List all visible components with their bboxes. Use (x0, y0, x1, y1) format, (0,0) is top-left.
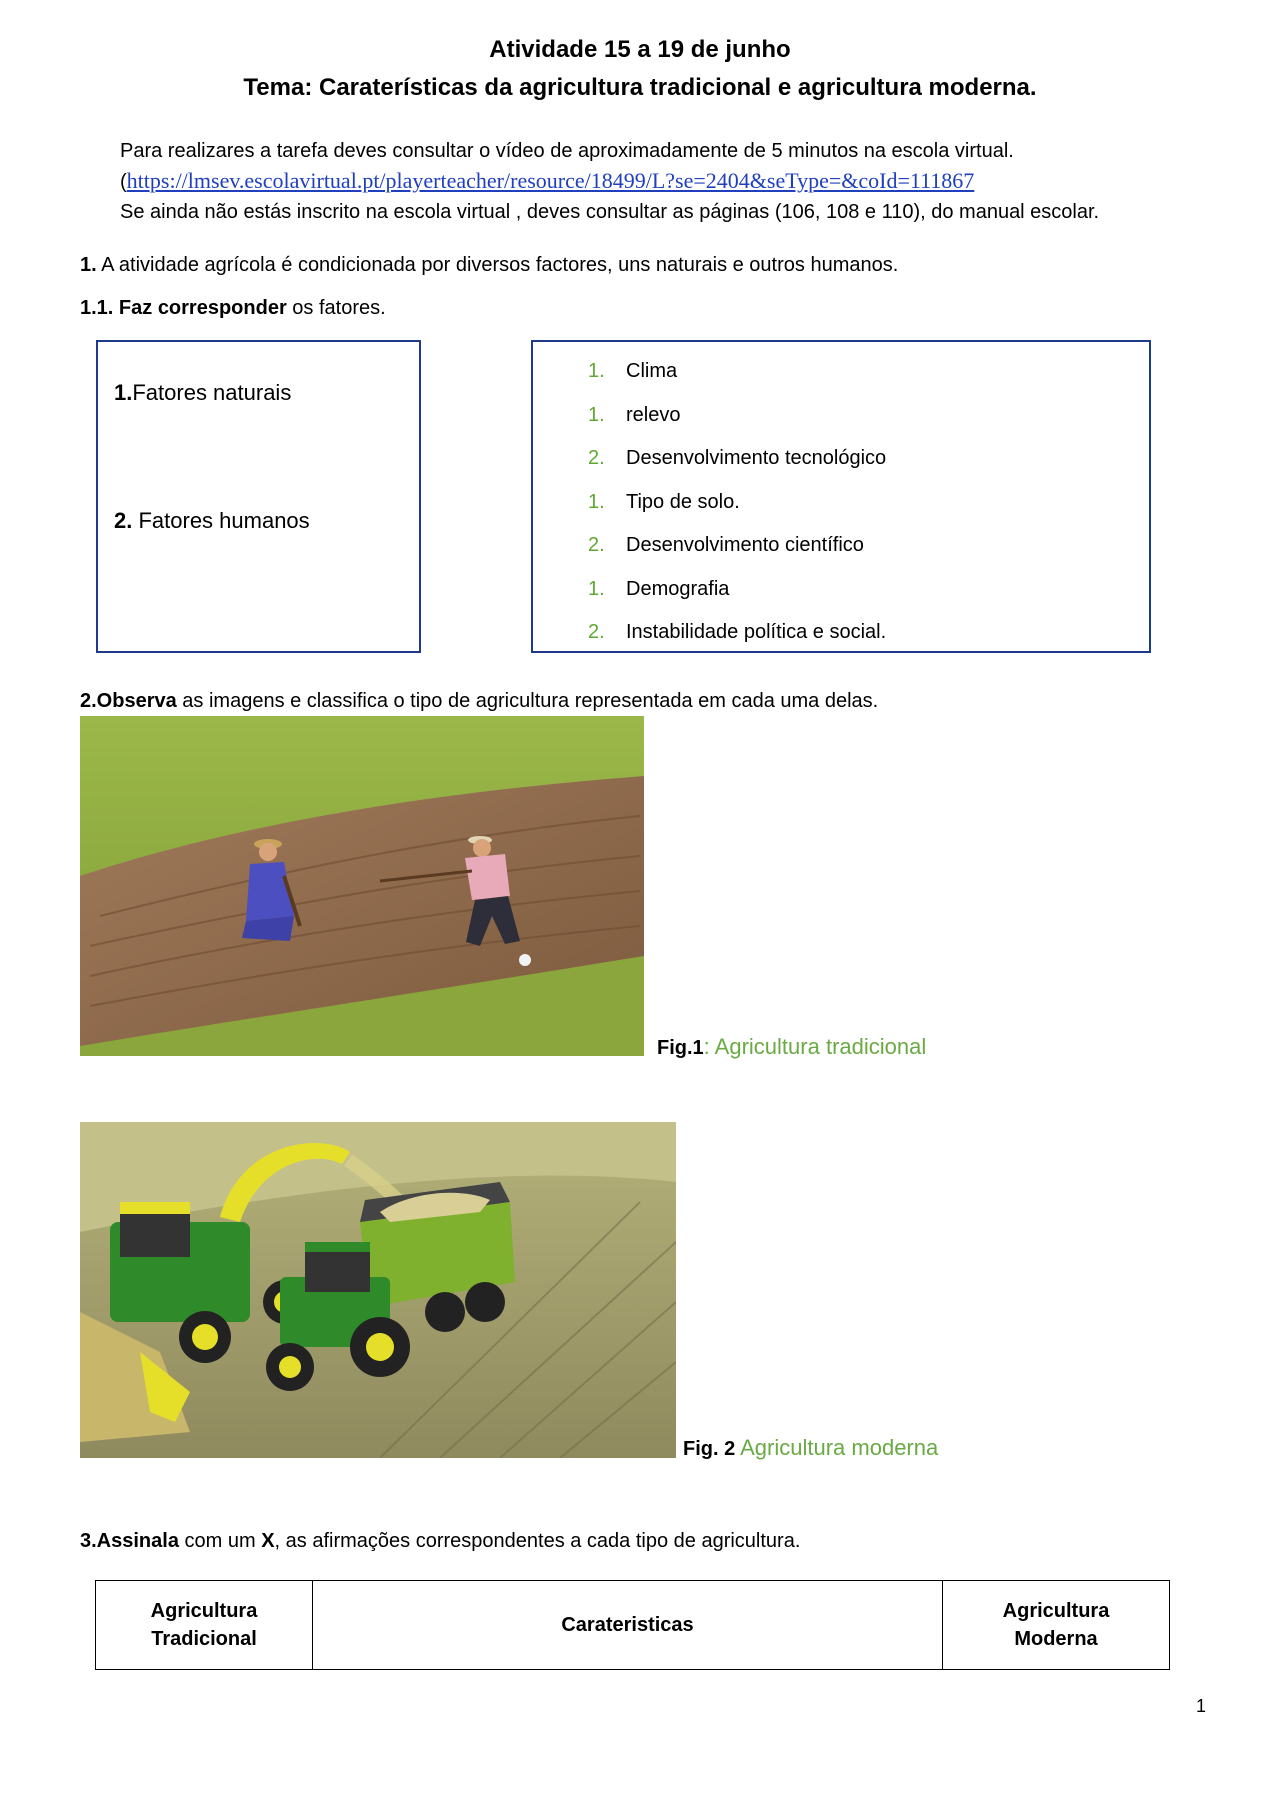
list-item-number: 1. (588, 490, 605, 513)
list-item (588, 481, 886, 525)
list-item (588, 524, 886, 568)
list-item-number: 2. (588, 621, 605, 644)
list-item-text: Clima (626, 360, 678, 383)
list-item-text: Desenvolvimento científico (626, 534, 864, 557)
question-2-bold: 2.Observa (80, 690, 177, 712)
list-item (588, 611, 886, 655)
factor-human-number: 2. (114, 508, 133, 533)
question-1 (80, 254, 898, 277)
table-header-row (96, 1581, 1170, 1670)
figure-1-caption (657, 1034, 926, 1060)
list-item-number: 2. (588, 534, 605, 557)
figure-2-text: Agricultura moderna (735, 1435, 939, 1460)
factor-natural-number: 1. (114, 380, 133, 405)
header-characteristics: Carateristicas (313, 1581, 943, 1670)
header-traditional-line-1: Agricultura (150, 1600, 258, 1622)
list-item-text: Desenvolvimento tecnológico (626, 447, 887, 470)
list-item (588, 350, 886, 394)
question-3-bold: 3.Assinala (80, 1530, 179, 1552)
list-item-number: 1. (588, 577, 605, 600)
header-modern (943, 1581, 1170, 1670)
header-modern-line-2: Moderna (1014, 1628, 1098, 1650)
header-traditional-line-2: Tradicional (151, 1628, 257, 1650)
question-2-text: as imagens e classifica o tipo de agricultura representada em cada uma delas. (176, 690, 879, 712)
intro-line-1: Para realizares a tarefa deves consultar o vídeo de aproximadamente de 5 minutos na escola virtual. (120, 140, 1014, 162)
question-1-1-text: os fatores. (286, 297, 386, 319)
list-item-text: Instabilidade política e social. (626, 621, 887, 644)
question-1-1-number: 1.1. (80, 297, 114, 319)
intro-link-line (120, 166, 1210, 197)
factor-human (114, 508, 310, 534)
figure-2-label: Fig. 2 (683, 1438, 736, 1460)
modern-agriculture-image (80, 1122, 676, 1458)
figure-1-label: Fig.1 (657, 1037, 704, 1059)
question-3 (80, 1530, 800, 1553)
link-open-paren: ( (120, 171, 127, 193)
question-3-text-2: , as afirmações correspondentes a cada tipo de agricultura. (274, 1530, 801, 1552)
list-item (588, 394, 886, 438)
question-2 (80, 690, 878, 713)
question-1-text: A atividade agrícola é condicionada por diversos factores, uns naturais e outros humanos. (96, 254, 899, 276)
factor-natural-label: Fatores naturais (132, 380, 292, 405)
list-item (588, 568, 886, 612)
factor-human-label: Fatores humanos (132, 508, 310, 533)
list-item-number: 1. (588, 360, 605, 383)
question-1-number: 1. (80, 254, 97, 276)
question-3-text-1: com um (178, 1530, 262, 1552)
factors-box (96, 340, 421, 653)
intro-line-3: Se ainda não estás inscrito na escola virtual , deves consultar as páginas (106, 108 e 110), do manual escolar. (120, 201, 1100, 223)
options-box (531, 340, 1151, 653)
activity-title: Atividade 15 a 19 de junho (489, 36, 791, 63)
factor-natural (114, 380, 291, 406)
list-item-text: Tipo de solo. (626, 490, 740, 513)
list-item-number: 1. (588, 403, 605, 426)
figure-2-caption (683, 1435, 938, 1461)
list-item (588, 437, 886, 481)
header-traditional (96, 1581, 313, 1670)
options-list (588, 350, 886, 655)
figure-1-text: : Agricultura tradicional (703, 1034, 927, 1059)
page-number: 1 (1196, 1696, 1207, 1716)
question-3-x: X (261, 1530, 275, 1552)
escola-virtual-link[interactable]: https://lmsev.escolavirtual.pt/playerteacher/resource/18499/L?se=2404&seType=&coId=111867 (126, 168, 975, 193)
list-item-number: 2. (588, 447, 605, 470)
activity-subtitle: Tema: Caraterísticas da agricultura tradicional e agricultura moderna. (243, 74, 1037, 101)
question-1-1-bold: Faz corresponder (113, 297, 287, 319)
intro-paragraph (120, 136, 1210, 227)
characteristics-table (95, 1580, 1170, 1670)
traditional-agriculture-image (80, 716, 644, 1056)
header-modern-line-1: Agricultura (1002, 1600, 1110, 1622)
list-item-text: Demografia (626, 577, 730, 600)
list-item-text: relevo (626, 403, 681, 426)
question-1-1 (80, 297, 386, 320)
